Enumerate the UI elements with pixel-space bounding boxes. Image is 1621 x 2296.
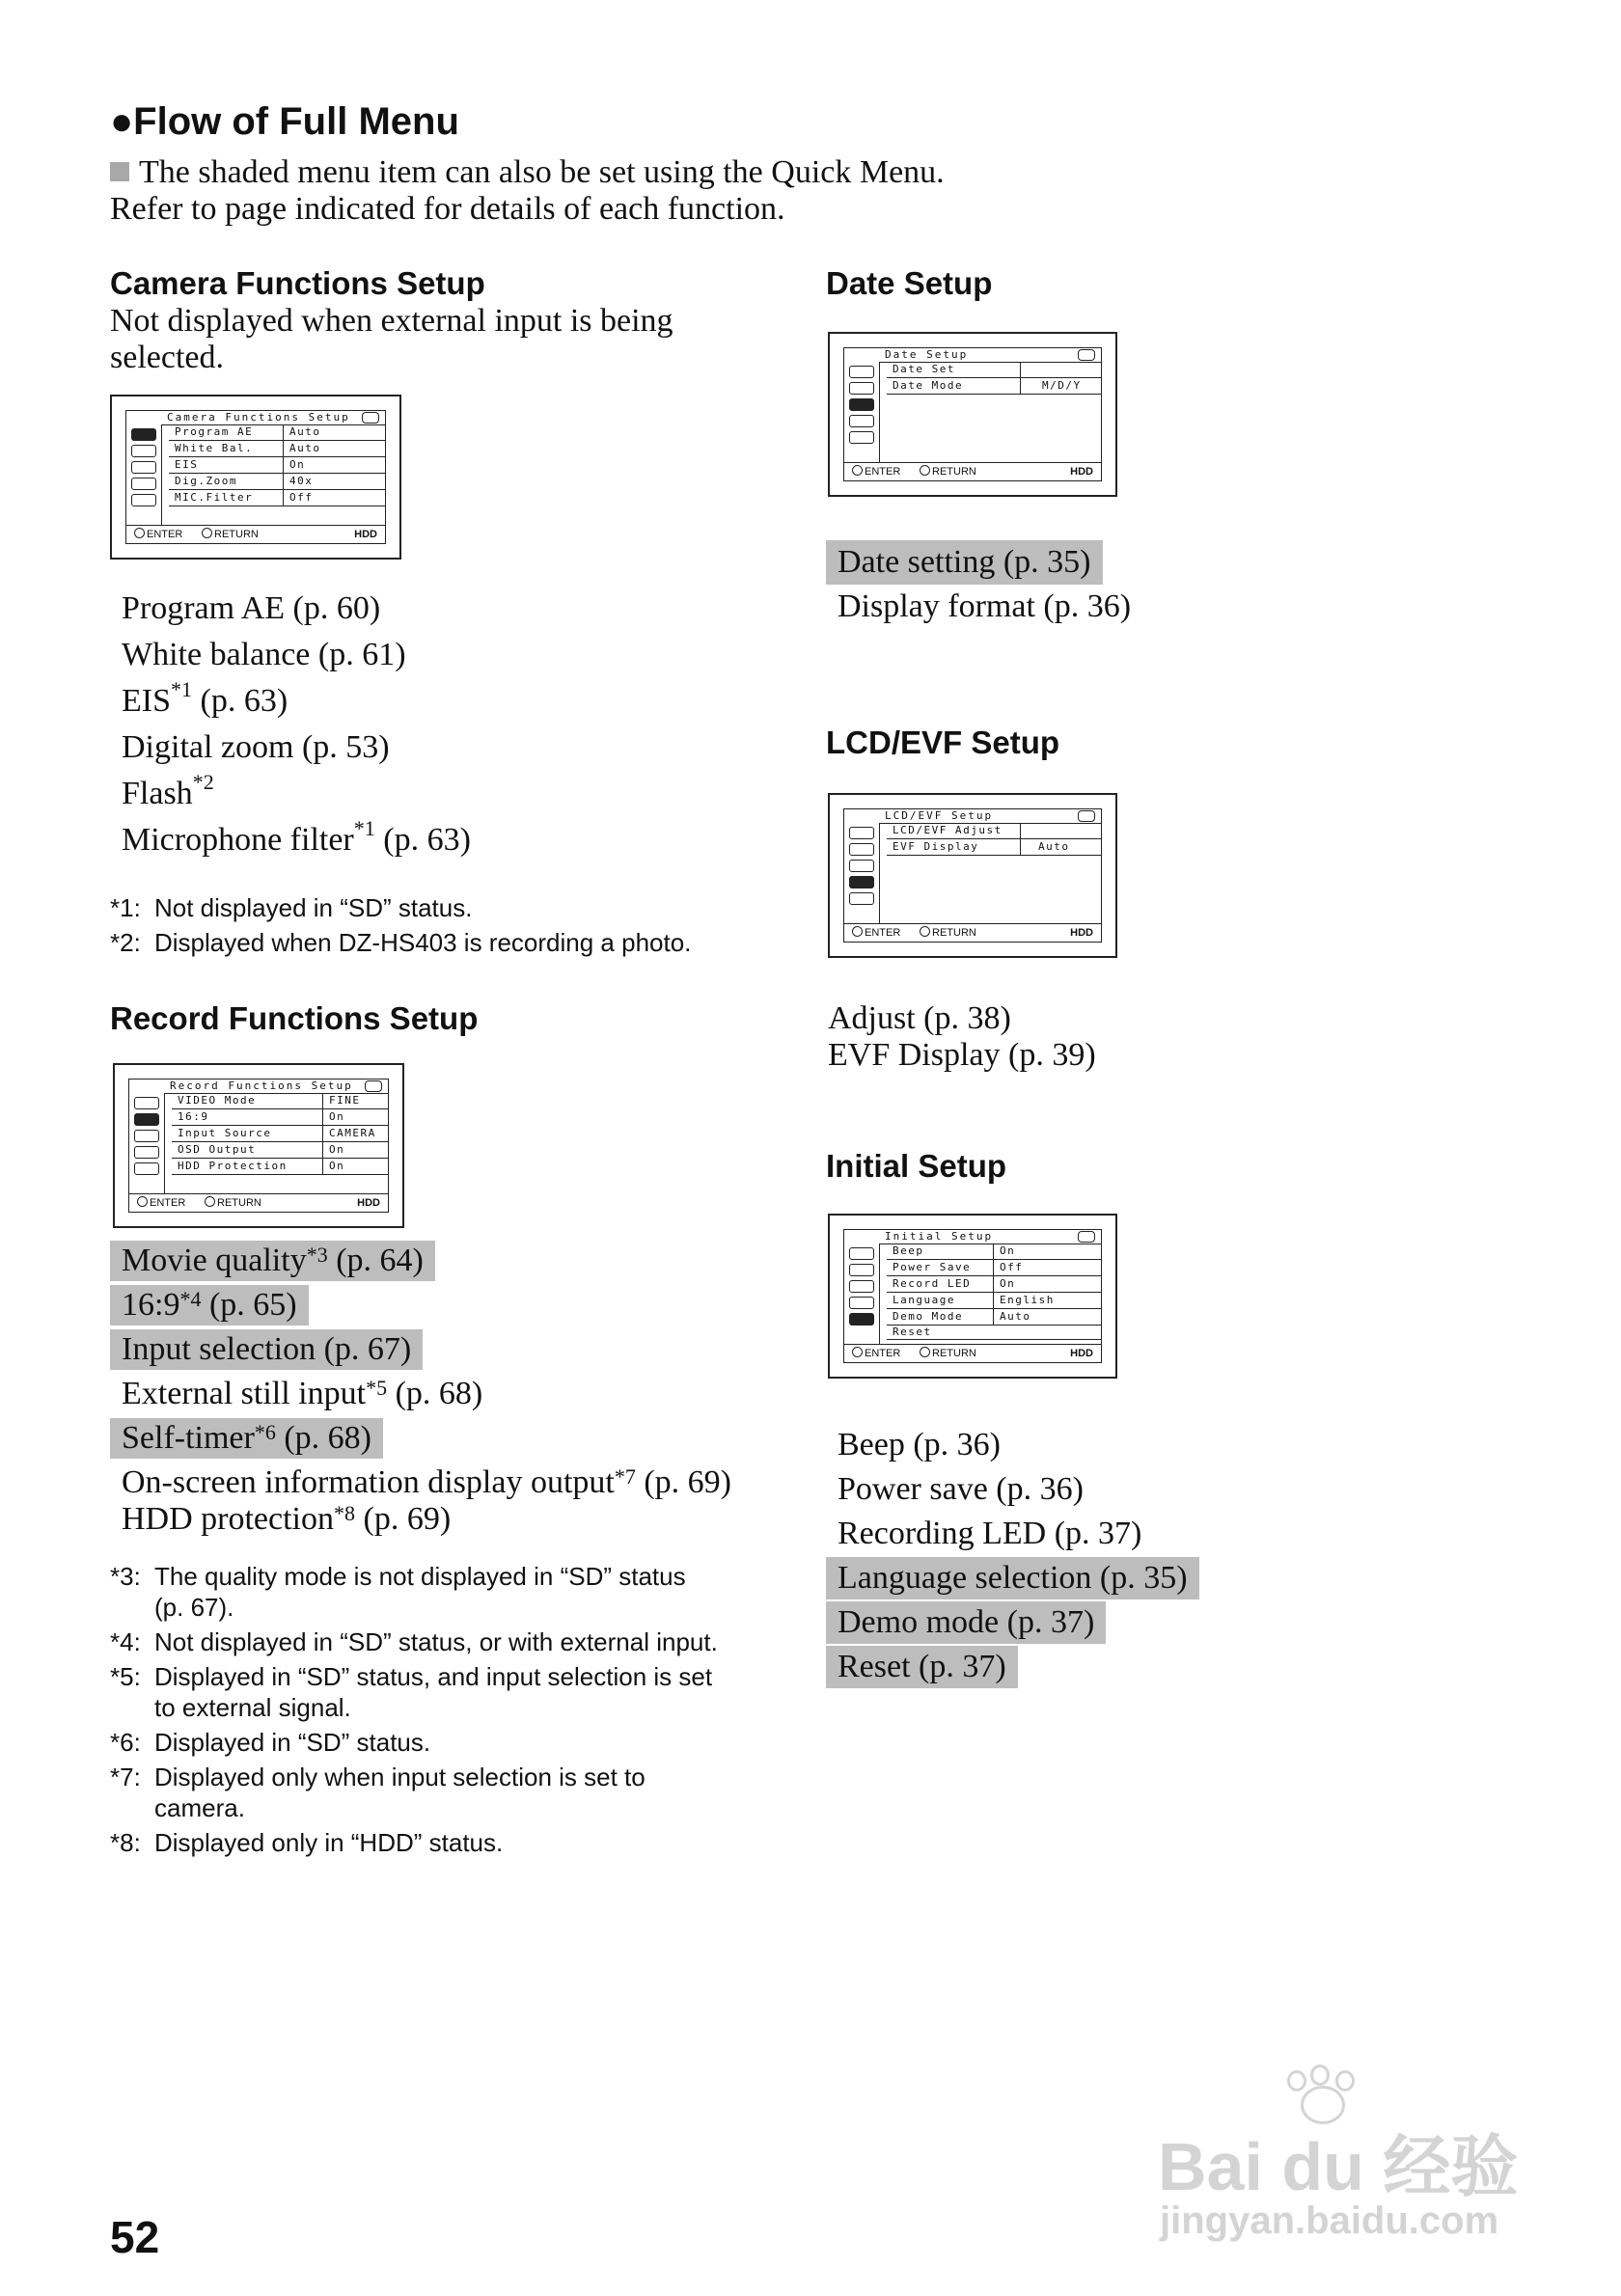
date-section-title: Date Setup <box>826 265 993 301</box>
record-function-icon <box>134 1113 159 1126</box>
screen-rows <box>887 362 1101 395</box>
screen-row: Beep On <box>887 1244 1101 1260</box>
record-function-icon <box>849 382 874 395</box>
return-icon <box>920 1347 930 1357</box>
camera-section-note: Not displayed when external input is being selected. <box>110 303 673 375</box>
camera-icon <box>1078 349 1095 361</box>
camera-function-icon <box>849 366 874 378</box>
page-heading: ●Flow of Full Menu <box>110 100 459 143</box>
footnote-cont: camera. <box>154 1793 245 1822</box>
list-item: Program AE (p. 60) <box>122 590 381 626</box>
camera-menu-screen <box>110 395 401 560</box>
screen-row: HDD Protection On <box>172 1159 388 1175</box>
lcd-item-list <box>816 999 1299 1086</box>
camera-section-title: Camera Functions Setup <box>110 265 485 301</box>
wrench-icon <box>131 494 156 506</box>
record-function-icon <box>131 445 156 457</box>
screen-footer: ENTER RETURN HDD <box>129 1193 388 1212</box>
screen-title: Camera Functions Setup <box>161 411 385 425</box>
screen-row: LCD/EVF Adjust <box>887 823 1101 839</box>
list-item: White balance (p. 61) <box>122 637 406 672</box>
list-item-shaded: 16:9$^{*4}$ (p. 65) <box>110 1285 309 1326</box>
record-section-title: Record Functions Setup <box>110 1000 479 1036</box>
screen-row: Program AE Auto <box>169 424 385 441</box>
screen-footer: ENTER RETURN HDD <box>844 923 1101 942</box>
record-function-icon <box>849 843 874 856</box>
list-item: Display format (p. 36) <box>838 588 1132 624</box>
footnote: *8: Displayed only in “HDD” status. <box>110 1828 504 1857</box>
screen-row: Language English <box>887 1293 1101 1309</box>
list-item: Digital zoom (p. 53) <box>122 729 390 765</box>
camera-footnotes <box>110 892 785 960</box>
camera-icon <box>362 412 379 424</box>
screen-row: Demo Mode Auto <box>887 1309 1101 1326</box>
wrench-icon <box>849 1313 874 1326</box>
camera-item-list <box>110 590 689 880</box>
screen-row: White Bal. Auto <box>169 441 385 457</box>
screen-row: 16:9 On <box>172 1109 388 1126</box>
lcd-icon <box>849 1297 874 1309</box>
screen-row: OSD Output On <box>172 1142 388 1159</box>
screen-footer: ENTER RETURN HDD <box>844 1344 1101 1362</box>
footnote: *6: Displayed in “SD” status. <box>110 1728 431 1757</box>
screen-rows <box>887 1244 1101 1340</box>
list-item-shaded: Input selection (p. 67) <box>110 1329 423 1370</box>
screen-footer: ENTER RETURN HDD <box>126 525 385 543</box>
screen-title: Date Setup <box>879 348 1101 363</box>
footnote: *5: Displayed in “SD” status, and input selection is set <box>110 1662 713 1691</box>
camera-icon <box>1078 810 1095 822</box>
wrench-icon <box>134 1162 159 1175</box>
footnote: *4: Not displayed in “SD” status, or with external input. <box>110 1627 718 1656</box>
camera-function-icon <box>134 1097 159 1109</box>
footnote: *3: The quality mode is not displayed in “SD” status <box>110 1562 686 1591</box>
lcd-icon <box>849 415 874 427</box>
wrench-icon <box>849 892 874 905</box>
initial-menu-screen <box>828 1214 1117 1379</box>
camera-function-icon <box>131 428 156 441</box>
menu-icon-column <box>844 823 880 924</box>
enter-icon <box>852 926 863 937</box>
list-item: Beep (p. 36) <box>838 1427 1002 1462</box>
screen-title: Record Functions Setup <box>164 1080 388 1094</box>
screen-rows <box>169 424 385 506</box>
menu-icon-column <box>844 362 880 463</box>
record-function-icon <box>849 1264 874 1276</box>
list-item-shaded: Reset (p. 37) <box>826 1646 1018 1688</box>
date-icon <box>849 1280 874 1293</box>
screen-row: VIDEO Mode FINE <box>172 1093 388 1109</box>
list-item: Microphone filter$^{*1}$ (p. 63) <box>122 816 471 858</box>
list-item-shaded: Movie quality$^{*3}$ (p. 64) <box>110 1241 435 1281</box>
record-footnotes <box>110 1561 785 1870</box>
list-item-shaded: Language selection (p. 35) <box>826 1557 1199 1599</box>
list-item: HDD protection$^{*8}$ (p. 69) <box>122 1501 452 1537</box>
screen-row: Date Set <box>887 362 1101 378</box>
date-icon <box>849 398 874 411</box>
screen-footer: ENTER RETURN HDD <box>844 462 1101 480</box>
screen-rows <box>172 1093 388 1175</box>
list-item-shaded: Date setting (p. 35) <box>826 540 1103 585</box>
lcd-section-title: LCD/EVF Setup <box>826 724 1060 760</box>
list-item: External still input$^{*5}$ (p. 68) <box>122 1376 483 1411</box>
camera-function-icon <box>849 1247 874 1260</box>
menu-icon-column <box>129 1093 165 1194</box>
date-item-list <box>826 540 1308 637</box>
screen-rows <box>887 823 1101 856</box>
record-menu-screen <box>113 1063 404 1228</box>
lcd-icon <box>849 876 874 888</box>
screen-row: Input Source CAMERA <box>172 1126 388 1142</box>
camera-function-icon <box>849 827 874 839</box>
list-item-shaded: Self-timer$^{*6}$ (p. 68) <box>110 1418 383 1459</box>
list-item: On-screen information display output$^{*7}$ (p. 69) <box>122 1464 731 1500</box>
footnote-cont: (p. 67). <box>154 1593 234 1622</box>
date-menu-screen <box>828 332 1117 497</box>
list-item: EVF Display (p. 39) <box>828 1037 1096 1073</box>
footnote-cont: to external signal. <box>154 1693 351 1722</box>
screen-row: EVF Display Auto <box>887 839 1101 856</box>
enter-icon <box>852 1347 863 1357</box>
menu-icon-column <box>126 424 162 526</box>
return-icon <box>202 528 212 538</box>
list-item: Recording LED (p. 37) <box>838 1516 1142 1551</box>
return-icon <box>920 926 930 937</box>
date-icon <box>131 461 156 474</box>
screen-row: Dig.Zoom 40x <box>169 474 385 490</box>
watermark-url: jingyan.baidu.com <box>1160 2200 1499 2242</box>
list-item: EIS$^{*1}$ (p. 63) <box>122 677 288 719</box>
lcd-menu-screen <box>828 793 1117 958</box>
camera-icon <box>365 1080 382 1092</box>
screen-row: MIC.Filter Off <box>169 490 385 506</box>
enter-icon <box>137 1196 148 1207</box>
return-icon <box>920 465 930 476</box>
footnote: *1: Not displayed in “SD” status. <box>110 893 473 922</box>
list-item: Flash$^{*2}$ <box>122 770 214 811</box>
lcd-icon <box>134 1146 159 1159</box>
list-item-shaded: Demo mode (p. 37) <box>826 1601 1106 1644</box>
screen-row: Record LED On <box>887 1276 1101 1293</box>
screen-row: Date Mode M/D/Y <box>887 378 1101 395</box>
menu-icon-column <box>844 1244 880 1345</box>
footnote: *2: Displayed when DZ-HS403 is recording a photo. <box>110 928 692 957</box>
record-item-list <box>110 1241 805 1549</box>
initial-section-title: Initial Setup <box>826 1148 1007 1184</box>
screen-title: LCD/EVF Setup <box>879 809 1101 824</box>
screen-title: Initial Setup <box>879 1230 1101 1244</box>
camera-icon <box>1078 1231 1095 1243</box>
screen-row: Reset <box>887 1326 1101 1340</box>
watermark-brand: Bai du 经验 <box>1158 2129 1519 2204</box>
enter-icon <box>852 465 863 476</box>
initial-item-list <box>826 1424 1405 1704</box>
intro-line-1: The shaded menu item can also be set using the Quick Menu. <box>139 154 945 190</box>
screen-row: Power Save Off <box>887 1260 1101 1276</box>
list-item: Power save (p. 36) <box>838 1471 1084 1507</box>
footnote: *7: Displayed only when input selection is set to <box>110 1763 646 1791</box>
shaded-square-icon <box>110 162 129 181</box>
date-icon <box>134 1130 159 1142</box>
date-icon <box>849 860 874 872</box>
wrench-icon <box>849 431 874 444</box>
return-icon <box>205 1196 215 1207</box>
page-number: 52 <box>110 2212 160 2262</box>
intro-note <box>110 154 945 228</box>
baidu-watermark <box>1158 2064 1582 2257</box>
enter-icon <box>134 528 145 538</box>
intro-line-2: Refer to page indicated for details of each function. <box>110 191 785 227</box>
screen-row: EIS On <box>169 457 385 474</box>
lcd-icon <box>131 478 156 490</box>
list-item: Adjust (p. 38) <box>828 1000 1011 1036</box>
